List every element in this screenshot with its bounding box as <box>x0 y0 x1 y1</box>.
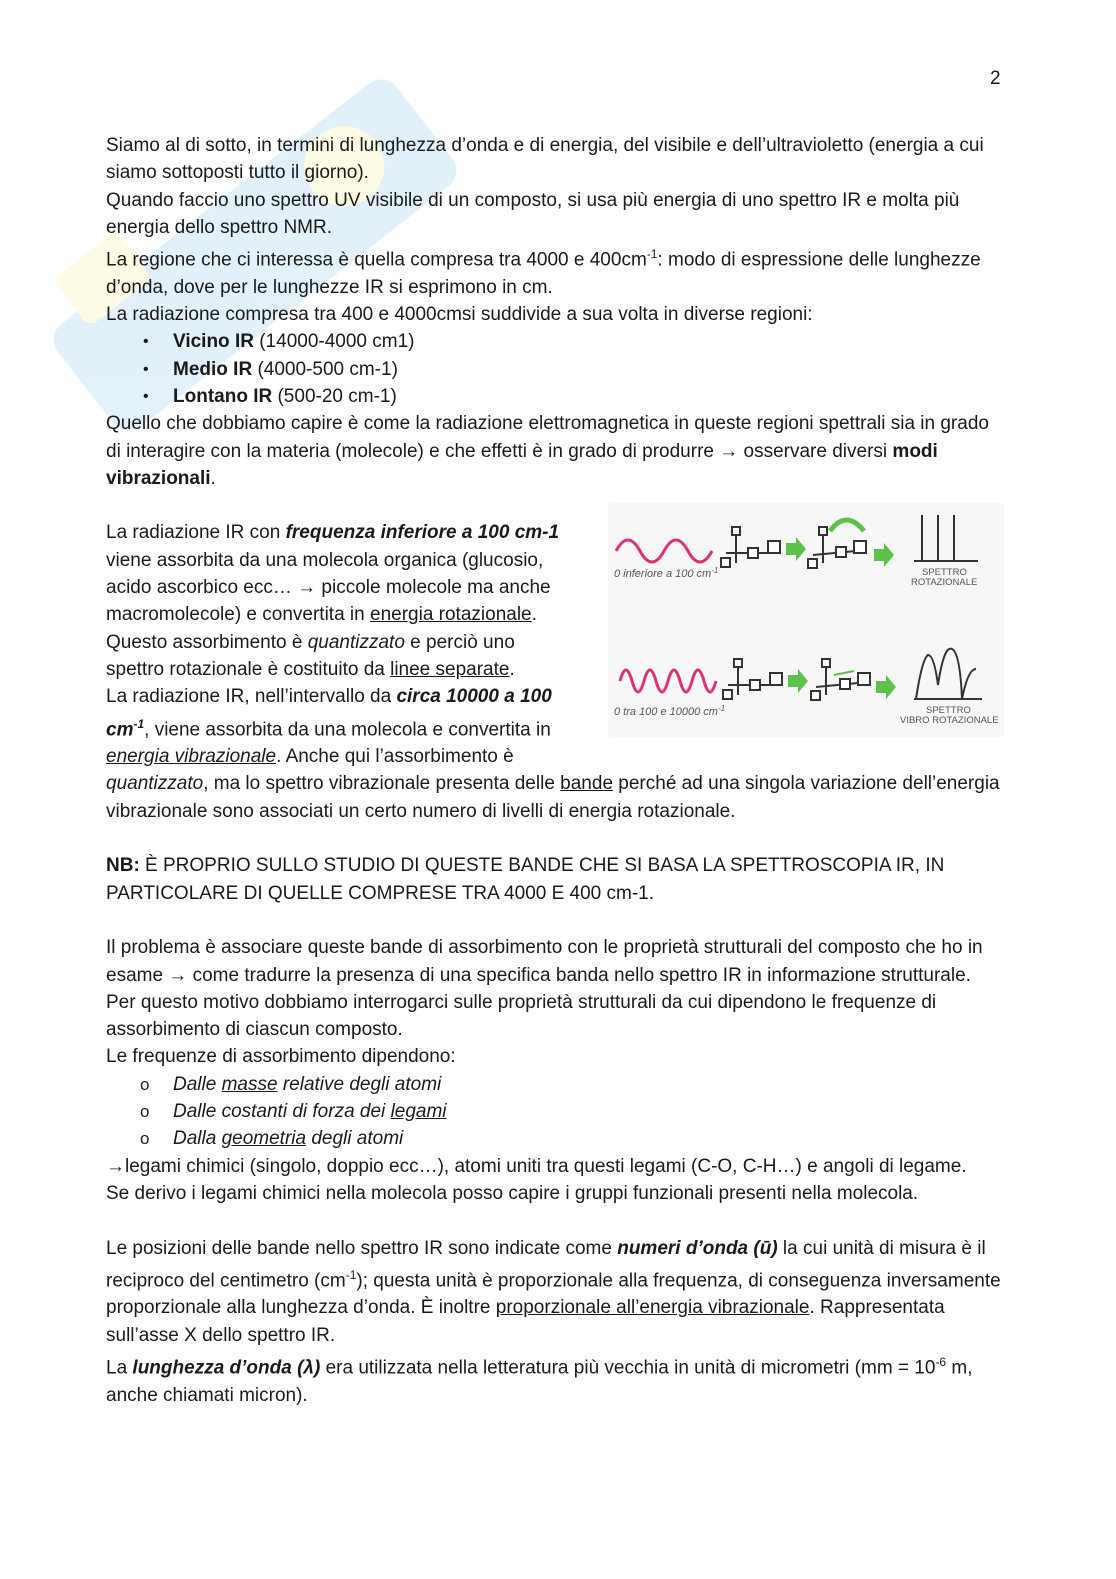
spectra-illustration <box>608 503 1004 737</box>
frequency-label-vibrational: 0 tra 100 e 10000 $cm^{-1}$ <box>614 704 726 719</box>
rotating-molecule-icon <box>808 527 866 568</box>
arrow-icon <box>788 669 808 693</box>
caption-vibrational-1: SPETTRO <box>926 705 971 717</box>
paragraph: Quello che dobbiamo capire è come la radiazione elettromagnetica in queste regioni spettrali sia in grado di interagire con la materia (molecole) e che effetti è in grado di produrre → osservare diversi modi vibrazionali. <box>106 413 989 489</box>
paragraph: Siamo al di sotto, in termini di lunghezza d’onda e di energia, del visibile e dell’ultravioletto (energia a cui siamo sottoposti tutto il giorno). <box>106 135 984 184</box>
vibrating-molecule-icon <box>811 659 870 700</box>
paragraph: Le frequenze di assorbimento dipendono: <box>106 1046 456 1068</box>
molecule-icon <box>723 659 782 699</box>
caption-vibrational-2: VIBRO ROTAZIONALE <box>900 715 999 727</box>
list-item: o Dalle costanti di forza dei legami <box>173 1098 1001 1125</box>
molecule-icon <box>721 527 780 567</box>
arrow-icon <box>876 675 896 699</box>
paragraph: Per questo motivo dobbiamo interrogarci sulle proprietà strutturali da cui dipendono le frequenze di assorbimento di ciascun composto. <box>106 991 937 1041</box>
paragraph: Quando faccio uno spettro UV visibile di un composto, si usa più energia di uno spettro IR e molta più energia dello spettro NMR. <box>106 189 960 238</box>
nb-note: NB: È PROPRIO SULLO STUDIO DI QUESTE BANDE CHE SI BASA LA SPETTROSCOPIA IR, IN PARTICOLARE DI QUELLE COMPRESE TRA 4000 E 400 cm-1. <box>106 855 945 904</box>
high-frequency-wave <box>620 670 716 692</box>
paragraph: La radiazione IR, nell’intervallo da circa 10000 a 100 $cm^{-1}$, viene assorbita da una molecola e convertita in energia vibrazionale. Anche qui l’assorbimento è <box>106 686 552 768</box>
low-frequency-wave <box>616 540 712 562</box>
arrow-icon <box>874 543 894 567</box>
rotational-spectrum-lines <box>914 515 978 561</box>
list-item: • Vicino IR (14000-4000 cm1) <box>173 328 1001 355</box>
page-number: 2 <box>990 68 1001 89</box>
paragraph: La lunghezza d’onda (λ) era utilizzata nella letteratura più vecchia in unità di micrometri ($mm = 10^{-6}$ m, anche chiamati micron). <box>106 1355 973 1406</box>
paragraph: La regione che ci interessa è quella compresa tra 4000 e $400cm^{-1}$: modo di espressione delle lunghezze d’onda, dove per le lunghezze IR si esprimono in cm. <box>106 247 981 298</box>
caption-rotational-2: ROTAZIONALE <box>911 577 978 589</box>
regions-list <box>106 328 1001 410</box>
paragraph: →legami chimici (singolo, doppio ecc…), atomi uniti tra questi legami (C-O, C-H…) e angoli di legame. <box>106 1155 967 1177</box>
paragraph: Se derivo i legami chimici nella molecola posso capire i gruppi funzionali presenti nella molecola. <box>106 1182 919 1204</box>
paragraph: quantizzato, ma lo spettro vibrazionale presenta delle bande perché ad una singola variazione dell’energia vibrazionale sono associati un certo numero di livelli di energia rotazionale. <box>106 773 1000 822</box>
list-item: o Dalla geometria degli atomi <box>173 1125 1001 1152</box>
rotation-arrow-icon <box>830 520 864 531</box>
list-item: • Medio IR (4000-500 cm-1) <box>173 356 1001 383</box>
rotation-section <box>106 519 1001 770</box>
dependencies-list <box>106 1071 1001 1153</box>
caption-rotational-1: SPETTRO <box>922 567 967 579</box>
vibrorotational-spectrum-bands <box>914 649 982 699</box>
paragraph: Le posizioni delle bande nello spettro IR sono indicate come numeri d’onda (ū) la cui unità di misura è il reciproco del centimetro $(cm^{-1})$; questa unità è proporzionale alla frequenza, di conseguenza inversamente proporzionale alla lunghezza d’onda. È inoltre proporzionale all’energia vibrazionale. Rappresentata sull’asse X dello spettro IR. <box>106 1237 1001 1346</box>
spectra-figure <box>608 503 1004 737</box>
frequency-label-rotational: 0 inferiore a 100 $cm^{-1}$ <box>614 566 719 581</box>
arrow-icon <box>786 537 806 561</box>
list-item: o Dalle masse relative degli atomi <box>173 1071 1001 1098</box>
paragraph: La radiazione compresa tra 400 e 4000cmsi suddivide a sua volta in diverse regioni: <box>106 304 813 326</box>
paragraph: Il problema è associare queste bande di assorbimento con le proprietà strutturali del composto che ho in esame → come tradurre la presenza di una specifica banda nello spettro IR in informazione strutturale. <box>106 937 983 986</box>
list-item: • Lontano IR (500-20 cm-1) <box>173 383 1001 410</box>
document-body <box>106 132 1001 1409</box>
paragraph: La radiazione IR con frequenza inferiore a 100 cm-1 viene assorbita da una molecola organica (glucosio, acido ascorbico ecc… → piccole molecole ma anche macromolecole) e convertita in energia rotazionale. Questo assorbimento è quantizzato e perciò uno spettro rotazionale è costituito da linee separate. <box>106 522 560 680</box>
